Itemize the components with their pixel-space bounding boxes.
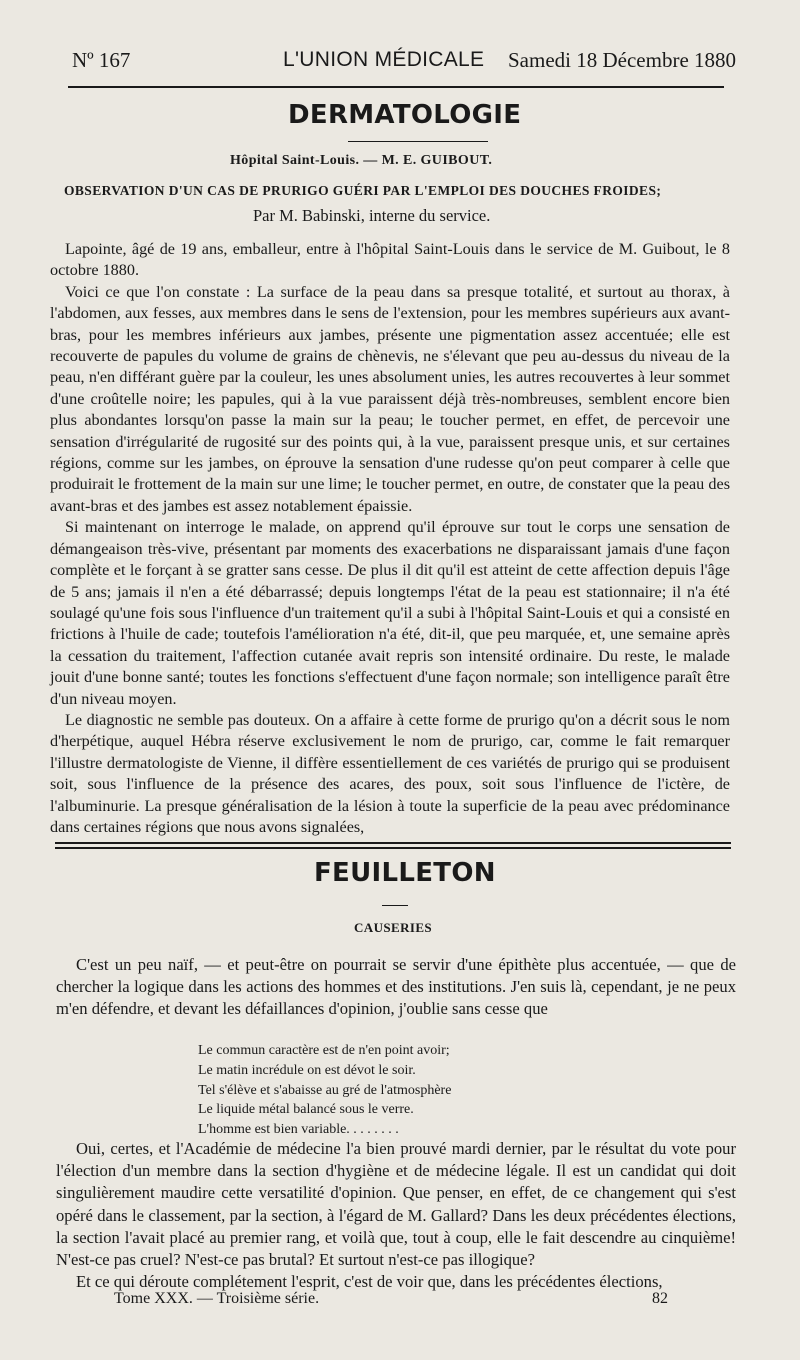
paragraph: C'est un peu naïf, — et peut-être on pourrait se servir d'une épithète plus accentuée, — que de chercher la logique dans les actions des hommes et des institutions. J'en suis là, cependant, je ne peux m'en défendre, et devant les défaillances d'opinion, j'oublie sans cesse que xyxy=(56,955,736,1019)
feuilleton-rule-top xyxy=(55,842,731,844)
paragraph: Voici ce que l'on constate : La surface de la peau dans sa presque totalité, et surtout au thorax, à l'abdomen, aux fesses, aux membres dans le sens de l'extension, pour les membres supérieurs aux avant-bras, pour les membres inférieurs aux jambes, présente une pigmentation assez accentuée; elle est recouverte de papules du volume de grains de chènevis, ne s'élevant que peu au-dessus du niveau de la peau, n'en différant guère par la couleur, les unes absolument unies, les autres recouvertes à leur sommet d'une croûtelle noire; les papules, qui à la vue paraissent déjà très-nombreuses, semblent encore bien plus abondantes lorsqu'on passe la main sur la peau; le toucher permet, en effet, de percevoir une sensation d'irrégularité de rugosité sur des points qui, à la vue, paraissent presque unis, et sur certaines régions, comme sur les jambes, on éprouve la sensation d'une rudesse qu'on peut comparer à celle que produirait le frottement de la main sur une lime; le toucher permet, en outre, de constater que la peau des avant-bras et des jambes est assez notablement épaissie. xyxy=(50,282,730,515)
paragraph: Lapointe, âgé de 19 ans, emballeur, entre à l'hôpital Saint-Louis dans le service de M. Guibout, le 8 octobre 1880. xyxy=(50,240,730,280)
page-number: 82 xyxy=(652,1290,668,1307)
author-line: Par M. Babinski, interne du service. xyxy=(253,206,491,225)
tome-line: Tome XXX. — Troisième série. xyxy=(114,1290,320,1307)
feuilleton-subtitle: CAUSERIES xyxy=(354,920,433,935)
observation-title: OBSERVATION D'UN CAS DE PRURIGO GUÉRI PAR L'EMPLOI DES DOUCHES FROIDES; xyxy=(64,183,662,198)
verse-line: L'homme est bien variable. . . . . . . . xyxy=(198,1122,399,1138)
paragraph: Oui, certes, et l'Académie de médecine l'a bien prouvé mardi dernier, par le résultat du vote pour l'élection d'un membre dans la section d'hygiène et de médecine légale. Il est un candidat qui doit singulièrement maudire cette versatilité d'opinion. Que penser, en effet, de ce changement qui s'est opéré dans le classement, par la section, à l'égard de M. Gallard? Dans les deux précédentes élections, la section l'avait placé au premier rang, et voilà que, tout à coup, elle le fait descendre au cinquième! N'est-ce pas cruel? N'est-ce pas brutal? Et surtout n'est-ce pas illogique? xyxy=(56,1139,736,1270)
verse-line: Le matin incrédule on est dévot le soir. xyxy=(198,1062,416,1078)
dermatologie-body xyxy=(50,239,730,838)
paragraph: Si maintenant on interroge le malade, on apprend qu'il éprouve sur tout le corps une sensation de démangeaison très-vive, présentant par moments des exacerbations ne disparaissant jamais d'une façon complète et le forçant à se gratter sans cesse. De plus il dit qu'il est atteint de cette affection depuis l'âge de 5 ans; jamais il n'en a été débarrassé; depuis longtemps l'état de la peau est stationnaire; il n'a été soulagé qu'une fois sous l'influence d'un traitement qu'il a subi à l'hôpital Saint-Louis et qui a consisté en frictions à l'huile de cade; toutefois l'amélioration n'a été, dit-il, que peu marquée, et, une semaine après la cessation du traitement, l'affection cutanée avait repris son intensité ordinaire. Du reste, le malade jouit d'une bonne santé; toutes les fonctions s'effectuent d'une façon normale; son intelligence paraît être d'un niveau moyen. xyxy=(50,518,730,708)
verse-quote xyxy=(198,1041,451,1140)
header-rule xyxy=(68,86,724,88)
paragraph: Le diagnostic ne semble pas douteux. On a affaire à cette forme de prurigo qu'on a décrit sous le nom d'herpétique, auquel Hébra réserve exclusivement le nom de prurigo, car, comme le fait remarquer l'illustre dermatologiste de Vienne, il diffère essentiellement de ces variétés de prurigo qui se produisent soit, sous l'influence de la présence des acares, des poux, soit sous l'influence de l'ictère, de l'albuminurie. La presque généralisation de la lésion à toute la superficie de la peau avec prédominance dans certaines régions que nous avons signalées, xyxy=(50,710,730,836)
issue-number: Nº 167 xyxy=(72,48,131,72)
section-title-feuilleton: FEUILLETON xyxy=(314,858,496,888)
feuilleton-intro xyxy=(56,954,736,1021)
feuilleton-rule-bottom xyxy=(55,847,731,849)
verse-line: Le liquide métal balancé sous le verre. xyxy=(198,1102,414,1118)
verse-line: Tel s'élève et s'abaisse au gré de l'atmosphère xyxy=(198,1082,452,1098)
journal-title: L'UNION MÉDICALE xyxy=(283,48,485,71)
feuilleton-dash xyxy=(382,905,408,906)
hospital-line: Hôpital Saint-Louis. — M. E. GUIBOUT. xyxy=(230,153,493,168)
verse-line: Le commun caractère est de n'en point avoir; xyxy=(198,1043,450,1058)
title-underline xyxy=(348,141,488,142)
feuilleton-body xyxy=(56,1138,736,1293)
issue-date: Samedi 18 Décembre 1880 xyxy=(508,48,737,72)
section-title-dermatologie: DERMATOLOGIE xyxy=(288,100,522,130)
paragraph: Et ce qui déroute complétement l'esprit, c'est de voir que, dans les précédentes élections, xyxy=(76,1272,663,1292)
